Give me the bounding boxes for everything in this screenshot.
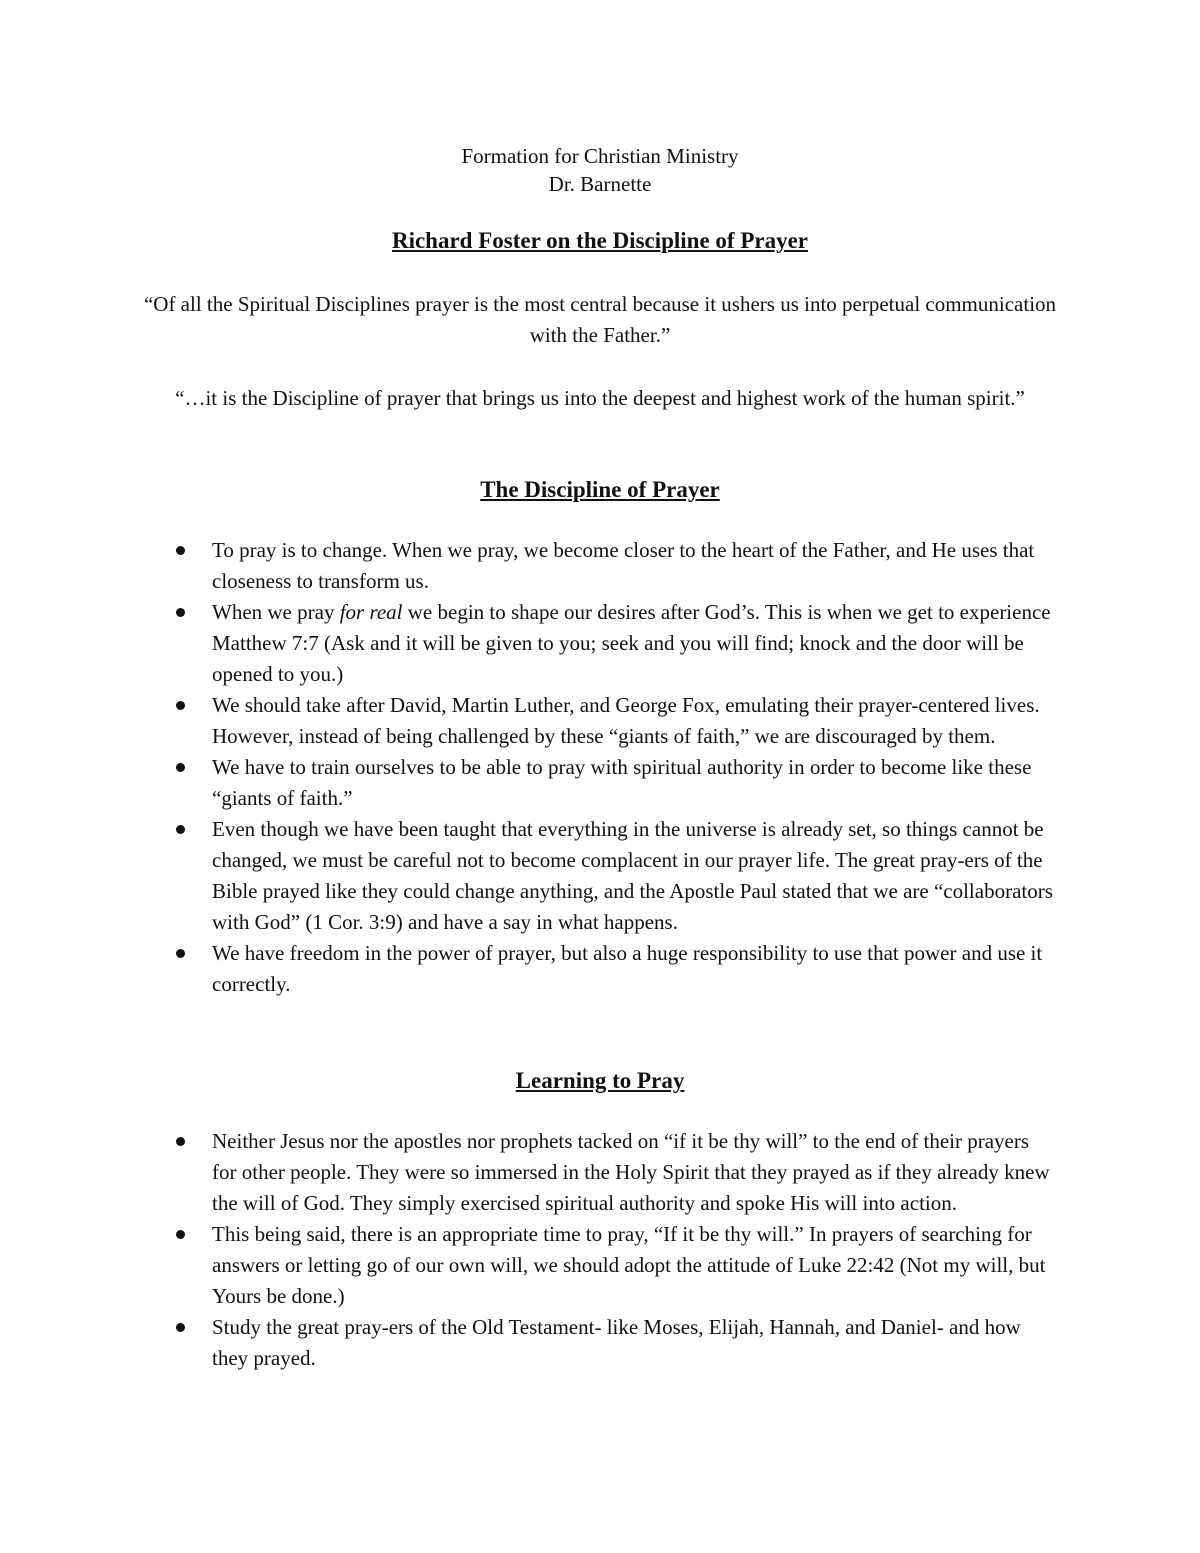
list-item-text — [212, 600, 1051, 686]
foster-quote-1: “Of all the Spiritual Disciplines prayer is the most central because it ushers us into perpetual communication with the Father.” — [143, 292, 1057, 347]
list-item — [0, 1219, 1057, 1312]
course-title: Formation for Christian Ministry — [461, 144, 739, 168]
discipline-bullet-list — [0, 535, 1200, 1000]
document-title: Richard Foster on the Discipline of Prayer — [391, 228, 809, 253]
list-item-text-pre: When we pray — [212, 600, 340, 624]
list-item-text: We have to train ourselves to be able to pray with spiritual authority in order to become like these “giants of faith.” — [212, 755, 1032, 810]
list-item-text: Study the great pray-ers of the Old Testament- like Moses, Elijah, Hannah, and Daniel- and how they prayed. — [212, 1315, 1021, 1370]
list-item — [0, 535, 1057, 597]
section-heading-discipline: The Discipline of Prayer — [480, 477, 720, 502]
bullet-icon — [176, 949, 185, 958]
list-item — [0, 597, 1057, 690]
list-item — [0, 814, 1057, 938]
instructor-name: Dr. Barnette — [548, 172, 652, 196]
list-item — [0, 938, 1057, 1000]
bullet-icon — [176, 825, 185, 834]
section-heading-learning: Learning to Pray — [515, 1068, 685, 1093]
bullet-icon — [176, 1230, 185, 1239]
list-item-text: To pray is to change. When we pray, we become closer to the heart of the Father, and He uses that closeness to transform us. — [212, 538, 1035, 593]
foster-quote-2: “…it is the Discipline of prayer that brings us into the deepest and highest work of the human spirit.” — [175, 386, 1025, 410]
list-item-text: Even though we have been taught that everything in the universe is already set, so things cannot be changed, we must be careful not to become complacent in our prayer life. The great pray-ers of the Bible prayed like they could change anything, and the Apostle Paul stated that we are “collaborators with God” (1 Cor. 3:9) and have a say in what happens. — [212, 817, 1053, 934]
list-item — [0, 1312, 1057, 1374]
list-item-text: Neither Jesus nor the apostles nor prophets tacked on “if it be thy will” to the end of their prayers for other people. They were so immersed in the Holy Spirit that they prayed as if they already knew the will of God. They simply exercised spiritual authority and spoke His will into action. — [212, 1129, 1050, 1215]
emphasis-text: for real — [339, 600, 403, 624]
list-item — [0, 1126, 1057, 1219]
bullet-icon — [176, 1323, 185, 1332]
bullet-icon — [176, 546, 185, 555]
list-item-text-post: we begin to shape our desires after God’s. This is when we get to experience Matthew 7:7 (Ask and it will be given to you; seek and you will find; knock and the door will be opened to you.) — [212, 600, 1051, 686]
list-item-text: We have freedom in the power of prayer, but also a huge responsibility to use that power and use it correctly. — [212, 941, 1043, 996]
list-item — [0, 690, 1057, 752]
learning-bullet-list — [0, 1126, 1200, 1374]
bullet-icon — [176, 763, 185, 772]
list-item-text: This being said, there is an appropriate time to pray, “If it be thy will.” In prayers of searching for answers or letting go of our own will, we should adopt the attitude of Luke 22:42 (Not my will, but Yours be done.) — [212, 1222, 1046, 1308]
bullet-icon — [176, 701, 185, 710]
bullet-icon — [176, 608, 185, 617]
bullet-icon — [176, 1137, 185, 1146]
list-item — [0, 752, 1057, 814]
list-item-text: We should take after David, Martin Luther, and George Fox, emulating their prayer-centered lives. However, instead of being challenged by these “giants of faith,” we are discouraged by them. — [212, 693, 1040, 748]
